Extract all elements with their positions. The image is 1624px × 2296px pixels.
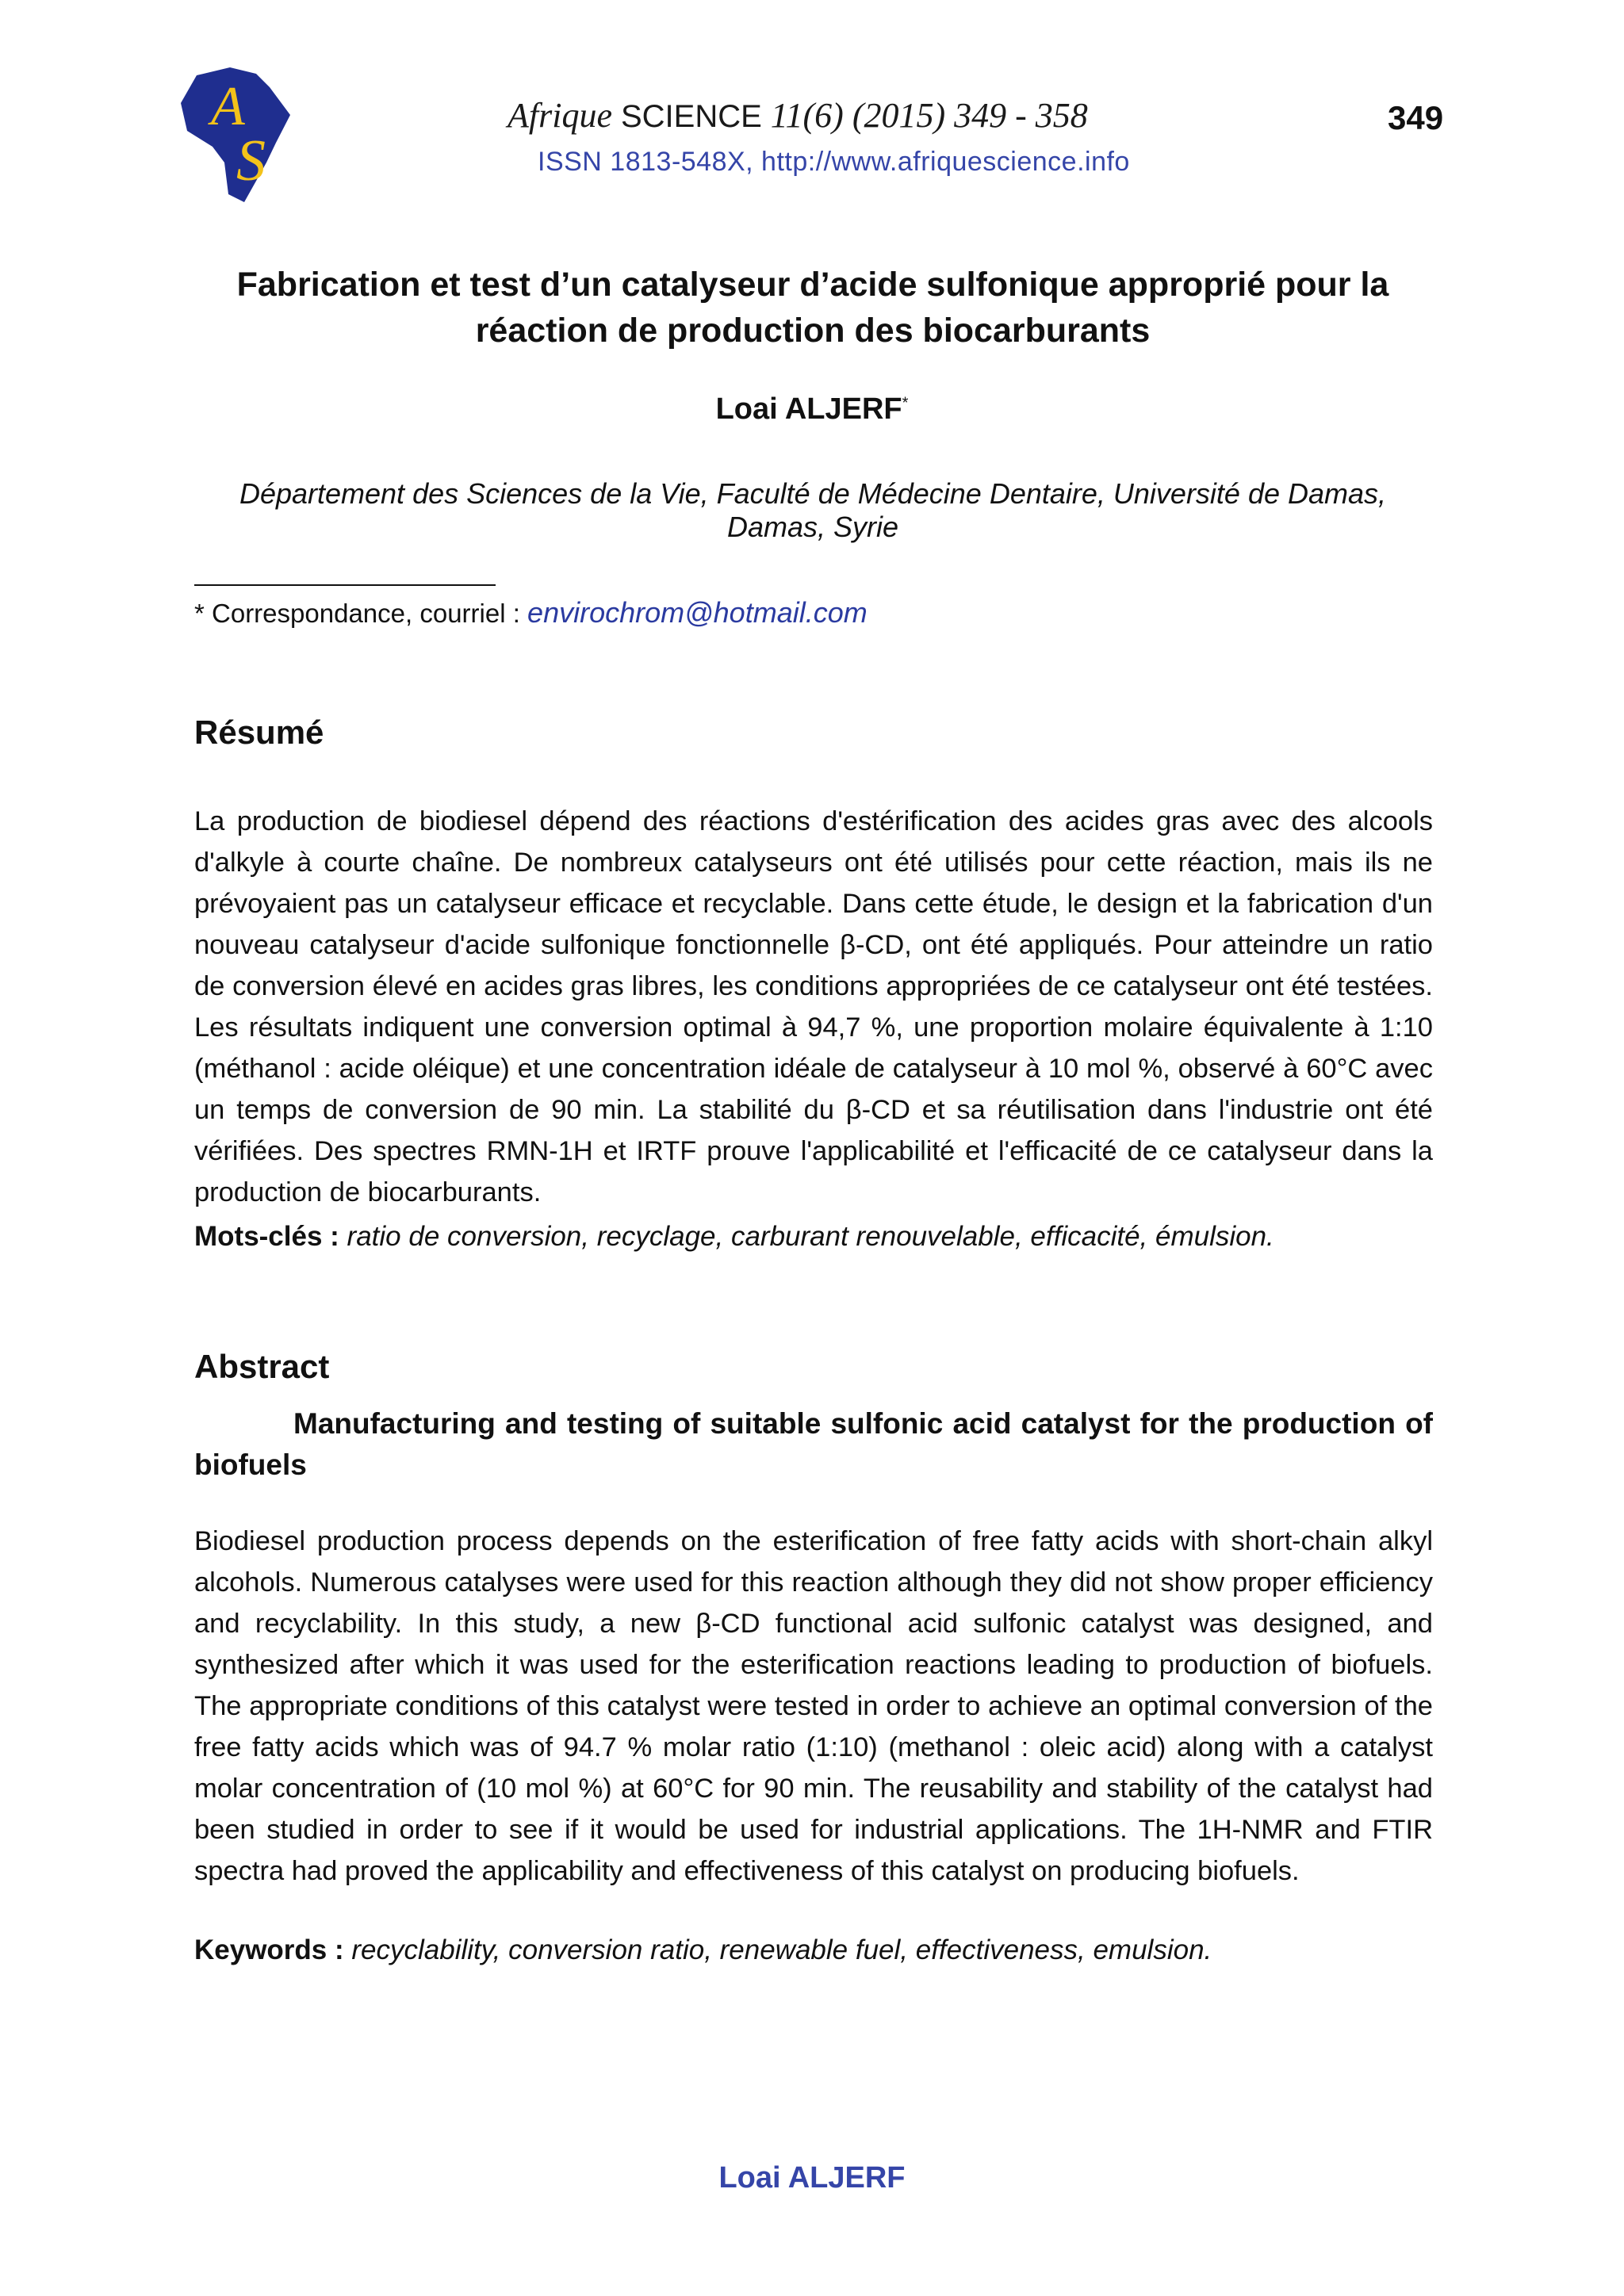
resume-keywords — [194, 1221, 1274, 1253]
author-mark: * — [902, 394, 909, 412]
article-author — [0, 392, 1624, 427]
journal-logo — [181, 67, 292, 206]
logo-letter-a: A — [211, 76, 245, 137]
logo-africa-icon — [181, 67, 292, 206]
footer-author: Loai ALJERF — [718, 2161, 906, 2195]
abstract-keywords — [194, 1934, 1212, 1966]
journal-issn[interactable]: ISSN 1813-548X, http://www.afriquescience.info — [538, 147, 1130, 177]
resume-heading: Résumé — [194, 714, 324, 751]
author-name: Loai ALJERF — [715, 392, 902, 426]
correspondence — [194, 596, 868, 629]
abstract-body: Biodiesel production process depends on the esterification of free fatty acids with short-chain alkyl alcohols. Numerous catalyses were used for this reaction although they did not show proper efficiency and recyclability. In this study, a new β-CD functional acid sulfonic catalyst was designed, and synthesized after which it was used for the esterification reactions leading to production of biofuels. The appropriate conditions of this catalyst were tested in order to achieve an optimal conversion of the free fatty acids which was of 94.7 % molar ratio (1:10) (methanol : oleic acid) along with a catalyst molar concentration of (10 mol %) at 60°C for 90 min. The reusability and stability of the catalyst had been studied in order to see if it would be used for industrial applications. The 1H-NMR and FTIR spectra had proved the applicability and effectiveness of this catalyst on producing biofuels. — [194, 1526, 1433, 1886]
correspondence-label: * Correspondance, courriel : — [194, 599, 520, 628]
author-affiliation: Département des Sciences de la Vie, Faculté de Médecine Dentaire, Université de Damas, Damas, Syrie — [239, 477, 1387, 543]
page-number: 349 — [1388, 99, 1444, 136]
correspondence-email[interactable]: envirochrom@hotmail.com — [527, 596, 868, 629]
journal-header — [508, 95, 1221, 136]
journal-name: Afrique — [508, 96, 612, 135]
resume-body: La production de biodiesel dépend des réactions d'estérification des acides gras avec des alcools d'alkyle à courte chaîne. De nombreux catalyseurs ont été utilisés pour cette réaction, mais ils ne prévoyaient pas un catalyseur efficace et recyclable. Dans cette étude, le design et la fabrication d'un nouveau catalyseur d'acide sulfonique fonctionnelle β-CD, ont été appliqués. Pour atteindre un ratio de conversion élevé en acides gras libres, les conditions appropriées de ce catalyseur ont été testées. Les résultats indiquent une conversion optimal à 94,7 %, une proportion molaire équivalente à 1:10 (méthanol : acide oléique) et une concentration idéale de catalyseur à 10 mol %, observé à 60°C avec un temps de conversion de 90 min. La stabilité du β-CD et sa réutilisation dans l'industrie ont été vérifiées. Des spectres RMN-1H et IRTF prouve l'applicabilité et l'efficacité de ce catalyseur dans la production de biocarburants. — [194, 806, 1433, 1207]
footnote-divider — [194, 584, 496, 586]
resume-keywords-list: ratio de conversion, recyclage, carburant renouvelable, efficacité, émulsion. — [347, 1221, 1274, 1252]
article-title: Fabrication et test d’un catalyseur d’acide sulfonique approprié pour la réaction de production des biocarburants — [236, 266, 1389, 350]
abstract-title: Manufacturing and testing of suitable sulfonic acid catalyst for the production of biofuels — [194, 1407, 1433, 1481]
abstract-heading: Abstract — [194, 1348, 330, 1385]
abstract-keywords-label: Keywords : — [194, 1934, 344, 1965]
journal-science: SCIENCE — [620, 99, 762, 134]
logo-letter-s: S — [236, 128, 266, 193]
resume-keywords-label: Mots-clés : — [194, 1221, 339, 1252]
journal-issue: 11(6) (2015) 349 - 358 — [770, 96, 1088, 135]
abstract-keywords-list: recyclability, conversion ratio, renewable fuel, effectiveness, emulsion. — [351, 1934, 1212, 1965]
